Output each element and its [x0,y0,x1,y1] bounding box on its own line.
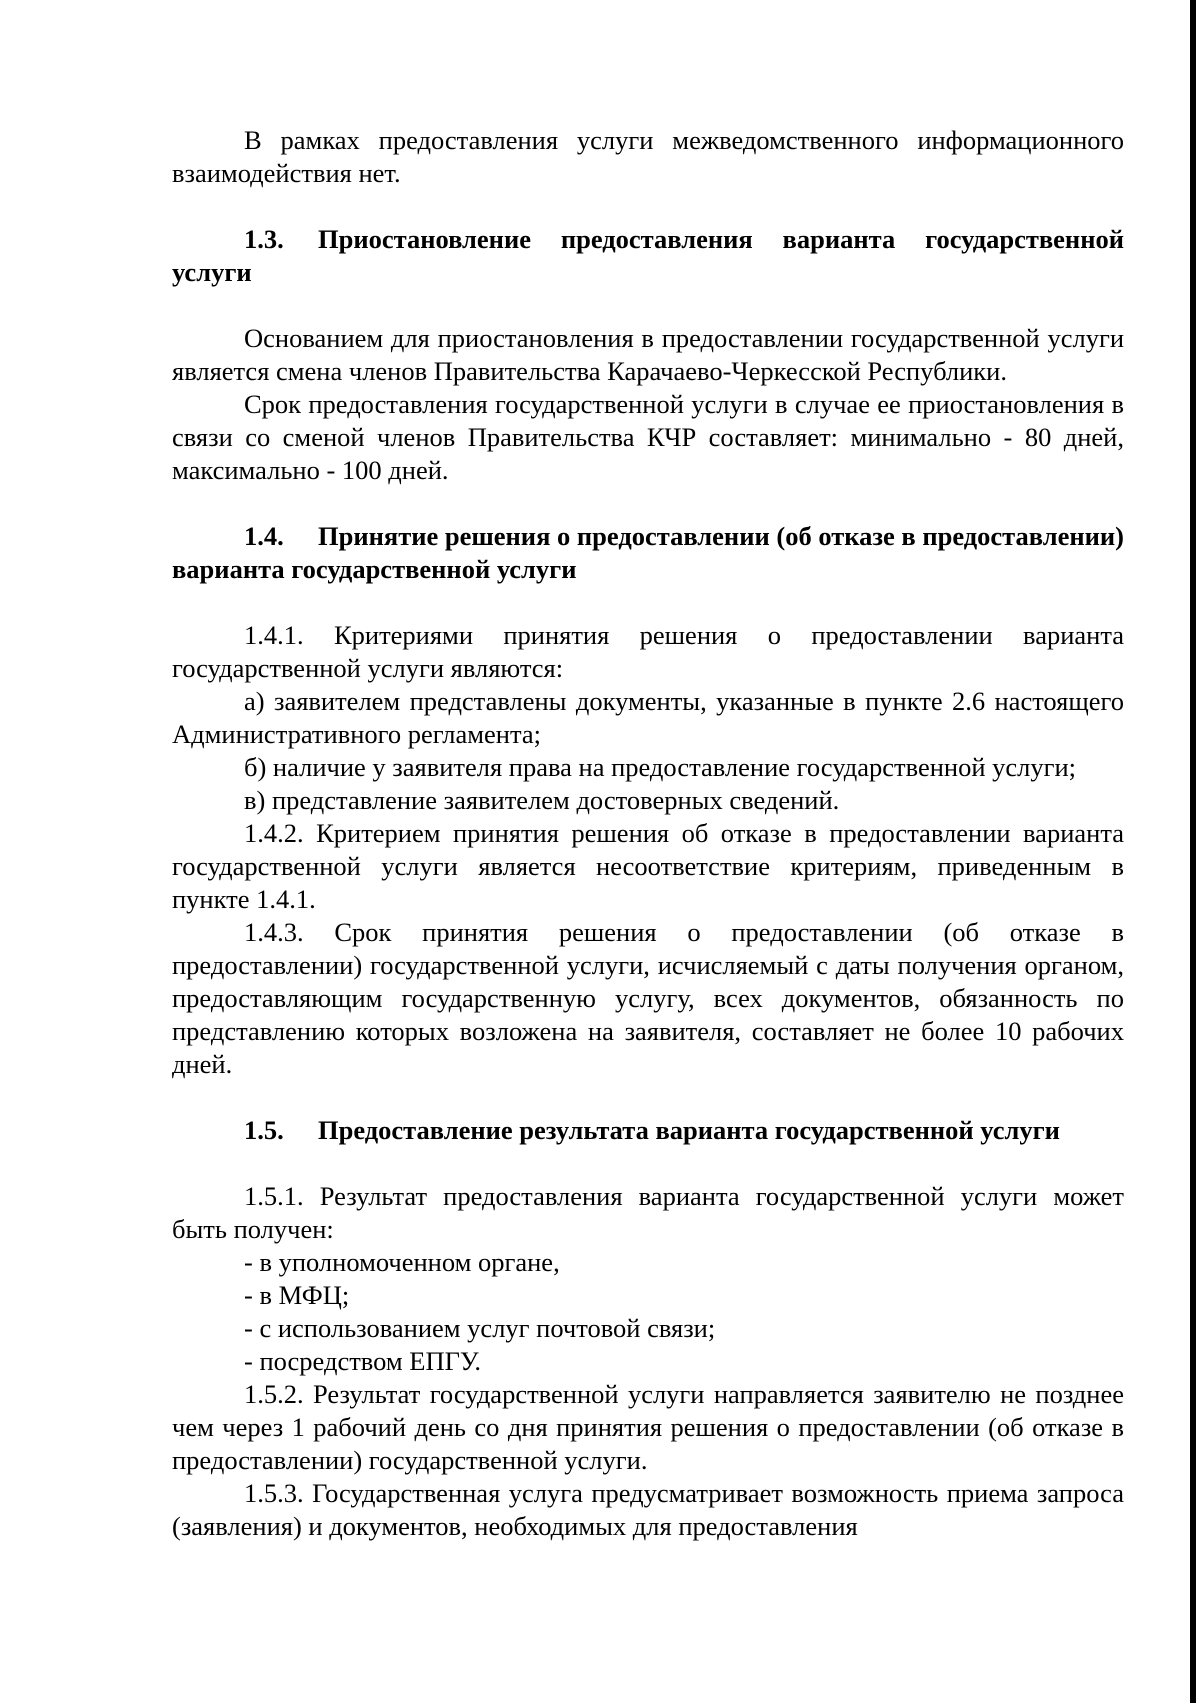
paragraph-suspension-term: Срок предоставления государственной услуги в случае ее приостановления в связи со сменой членов Правительства КЧР составляет: минимально - 80 дней, максимально - 100 дней. [172,389,1124,485]
list-item-authority: - в уполномоченном органе, [244,1247,560,1277]
spacer [172,586,1124,619]
paragraph-1-4-2: 1.4.2. Критерием принятия решения об отказе в предоставлении варианта государственной услуги является несоответствие критериям, приведенным в пункте 1.4.1. [172,818,1124,914]
spacer [172,1147,1124,1180]
spacer [172,289,1124,322]
heading-number: 1.4. [244,521,284,551]
paragraph-1-5-2: 1.5.2. Результат государственной услуги направляется заявителю не позднее чем через 1 рабочий день со дня принятия решения о предоставлении (об отказе в предоставлении) государственной услуги. [172,1379,1124,1475]
paragraph-1-4-1-a: а) заявителем представлены документы, указанные в пункте 2.6 настоящего Административного регламента; [172,686,1124,749]
heading-1-3 [172,223,1124,289]
paragraph-1-4-1: 1.4.1. Критериями принятия решения о предоставлении варианта государственной услуги являются: [172,620,1124,683]
spacer [172,190,1124,223]
paragraph-1-4-3: 1.4.3. Срок принятия решения о предоставлении (об отказе в предоставлении) государственной услуги, исчисляемый с даты получения органом, предоставляющим государственную услугу, всех документов, обязанность по представлению которых возложена на заявителя, составляет не более 10 рабочих дней. [172,917,1124,1079]
paragraph-1-5-3: 1.5.3. Государственная услуга предусматривает возможность приема запроса (заявления) и документов, необходимых для предоставления [172,1478,1124,1541]
list-item-epgu: - посредством ЕПГУ. [244,1346,481,1376]
paragraph-suspension-grounds: Основанием для приостановления в предоставлении государственной услуги является смена членов Правительства Карачаево-Черкесской Республики. [172,323,1124,386]
page-edge-line [1190,0,1196,1703]
paragraph-1-4-1-v: в) представление заявителем достоверных сведений. [244,785,840,815]
list-item-mfc: - в МФЦ; [244,1280,350,1310]
paragraph-1-4-1-b: б) наличие у заявителя права на предоставление государственной услуги; [244,752,1077,782]
spacer [172,487,1124,520]
heading-text: Предоставление результата варианта государственной услуги [318,1115,1060,1145]
spacer [172,1081,1124,1114]
heading-number: 1.5. [244,1115,284,1145]
heading-1-5 [172,1114,1124,1147]
heading-text: Принятие решения о предоставлении (об отказе в предоставлении) варианта государственной услуги [172,521,1124,584]
list-item-post: - с использованием услуг почтовой связи; [244,1313,716,1343]
heading-number: 1.3. [244,224,284,254]
paragraph-no-interagency: В рамках предоставления услуги межведомственного информационного взаимодействия нет. [172,125,1124,188]
paragraph-1-5-1: 1.5.1. Результат предоставления варианта государственной услуги может быть получен: [172,1181,1124,1244]
heading-1-4 [172,520,1124,586]
heading-text: Приостановление предоставления варианта государственной услуги [172,224,1124,287]
document-body [172,124,1124,1543]
